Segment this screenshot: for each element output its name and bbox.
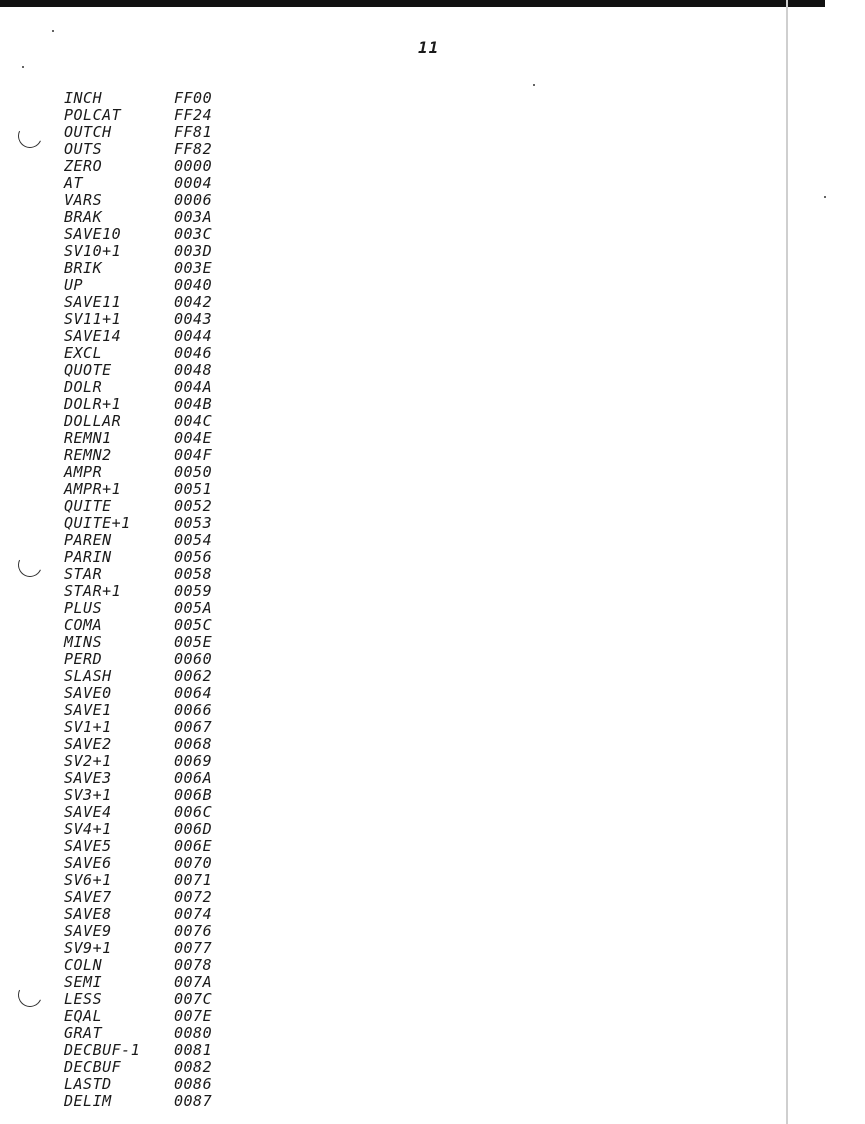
symbol-address: 0046: [174, 344, 213, 362]
symbol-name: SV4+1: [64, 820, 112, 838]
symbol-name: PAREN: [64, 531, 112, 549]
symbol-address: 0070: [174, 854, 213, 872]
symbol-name: LASTD: [64, 1075, 112, 1093]
symbol-name: BRIK: [64, 259, 103, 277]
symbol-address: 003C: [174, 225, 213, 243]
symbol-address: 005A: [174, 599, 213, 617]
symbol-name: OUTCH: [64, 123, 112, 141]
symbol-name: STAR+1: [64, 582, 122, 600]
symbol-name: PLUS: [64, 599, 103, 617]
symbol-name: VARS: [64, 191, 103, 209]
symbol-address: 0043: [174, 310, 213, 328]
binder-hole-mark: [15, 121, 46, 152]
binder-hole-mark: [15, 550, 46, 581]
symbol-address: 0042: [174, 293, 213, 311]
symbol-address: FF81: [174, 123, 213, 141]
symbol-address: 0087: [174, 1092, 213, 1110]
symbol-name: SAVE10: [64, 225, 122, 243]
symbol-name: SAVE7: [64, 888, 112, 906]
symbol-name: SV6+1: [64, 871, 112, 889]
scan-speck: [22, 66, 24, 68]
symbol-address: 006C: [174, 803, 213, 821]
symbol-name: SV11+1: [64, 310, 122, 328]
symbol-name: DECBUF-1: [64, 1041, 141, 1059]
symbol-name: PARIN: [64, 548, 112, 566]
symbol-address: 0056: [174, 548, 213, 566]
symbol-address: 0062: [174, 667, 213, 685]
symbol-address: 0069: [174, 752, 213, 770]
symbol-address: 004E: [174, 429, 213, 447]
symbol-name: COMA: [64, 616, 103, 634]
symbol-name: SAVE1: [64, 701, 112, 719]
symbol-name: SAVE8: [64, 905, 112, 923]
symbol-name: QUITE+1: [64, 514, 131, 532]
symbol-address: 006A: [174, 769, 213, 787]
symbol-address: 004C: [174, 412, 213, 430]
symbol-name: DOLR+1: [64, 395, 122, 413]
symbol-address: 0082: [174, 1058, 213, 1076]
symbol-address: 003D: [174, 242, 213, 260]
scan-speck: [533, 84, 535, 86]
symbol-address: 0072: [174, 888, 213, 906]
symbol-address: 0051: [174, 480, 213, 498]
page-edge-line: [786, 0, 788, 1124]
symbol-name: QUITE: [64, 497, 112, 515]
symbol-name: GRAT: [64, 1024, 103, 1042]
symbol-name: STAR: [64, 565, 103, 583]
symbol-address: 0048: [174, 361, 213, 379]
symbol-address: 0080: [174, 1024, 213, 1042]
symbol-name: SAVE3: [64, 769, 112, 787]
symbol-name: QUOTE: [64, 361, 112, 379]
symbol-address: 0086: [174, 1075, 213, 1093]
symbol-name: REMN1: [64, 429, 112, 447]
symbol-name: INCH: [64, 89, 103, 107]
symbol-address: 0058: [174, 565, 213, 583]
top-border-bar: [0, 0, 825, 7]
symbol-name: POLCAT: [64, 106, 122, 124]
symbol-address: 0054: [174, 531, 213, 549]
page-number: 11: [418, 38, 440, 57]
symbol-name: DOLR: [64, 378, 103, 396]
symbol-address: 0006: [174, 191, 213, 209]
symbol-address: 0044: [174, 327, 213, 345]
symbol-address: 006D: [174, 820, 213, 838]
symbol-address: 0000: [174, 157, 213, 175]
scan-speck: [824, 196, 826, 198]
symbol-address: 0052: [174, 497, 213, 515]
symbol-name: SAVE9: [64, 922, 112, 940]
symbol-address: 0068: [174, 735, 213, 753]
symbol-name: SLASH: [64, 667, 112, 685]
symbol-name: EXCL: [64, 344, 103, 362]
symbol-address: 0050: [174, 463, 213, 481]
symbol-address: 0064: [174, 684, 213, 702]
symbol-name: SV1+1: [64, 718, 112, 736]
symbol-address: FF82: [174, 140, 213, 158]
scan-speck: [52, 30, 54, 32]
symbol-name: REMN2: [64, 446, 112, 464]
symbol-address: 006B: [174, 786, 213, 804]
symbol-name: SAVE4: [64, 803, 112, 821]
symbol-name: SAVE6: [64, 854, 112, 872]
symbol-address: 0004: [174, 174, 213, 192]
symbol-address: 0060: [174, 650, 213, 668]
symbol-address: 004F: [174, 446, 213, 464]
symbol-address: 0059: [174, 582, 213, 600]
symbol-name: DOLLAR: [64, 412, 122, 430]
symbol-address: 0078: [174, 956, 213, 974]
symbol-address: 007E: [174, 1007, 213, 1025]
symbol-address: 006E: [174, 837, 213, 855]
symbol-name: AMPR+1: [64, 480, 122, 498]
symbol-name: SEMI: [64, 973, 103, 991]
symbol-name: DELIM: [64, 1092, 112, 1110]
symbol-address: 0077: [174, 939, 213, 957]
symbol-name: SAVE14: [64, 327, 122, 345]
symbol-name: AMPR: [64, 463, 103, 481]
symbol-name: SAVE11: [64, 293, 122, 311]
symbol-address: 007A: [174, 973, 213, 991]
symbol-name: UP: [64, 276, 84, 294]
symbol-address: 0071: [174, 871, 213, 889]
symbol-address: 0067: [174, 718, 213, 736]
symbol-address: 0066: [174, 701, 213, 719]
symbol-address: 005C: [174, 616, 213, 634]
symbol-address: 0076: [174, 922, 213, 940]
symbol-name: SV10+1: [64, 242, 122, 260]
symbol-name: PERD: [64, 650, 103, 668]
symbol-address: 0040: [174, 276, 213, 294]
symbol-name: BRAK: [64, 208, 103, 226]
symbol-address: 003E: [174, 259, 213, 277]
symbol-address: 0074: [174, 905, 213, 923]
binder-hole-mark: [15, 980, 46, 1011]
symbol-address: 005E: [174, 633, 213, 651]
symbol-name: SV9+1: [64, 939, 112, 957]
symbol-address: 003A: [174, 208, 213, 226]
symbol-name: AT: [64, 174, 84, 192]
symbol-address: 004B: [174, 395, 213, 413]
symbol-name: SAVE2: [64, 735, 112, 753]
symbol-address: 0053: [174, 514, 213, 532]
symbol-name: DECBUF: [64, 1058, 122, 1076]
symbol-address: 0081: [174, 1041, 213, 1059]
symbol-address: FF00: [174, 89, 213, 107]
symbol-address: 004A: [174, 378, 213, 396]
symbol-name: LESS: [64, 990, 103, 1008]
symbol-name: SV2+1: [64, 752, 112, 770]
symbol-name: ZERO: [64, 157, 103, 175]
symbol-name: MINS: [64, 633, 103, 651]
symbol-name: SV3+1: [64, 786, 112, 804]
symbol-name: EQAL: [64, 1007, 103, 1025]
symbol-name: SAVE0: [64, 684, 112, 702]
symbol-name: OUTS: [64, 140, 103, 158]
symbol-name: SAVE5: [64, 837, 112, 855]
symbol-address: FF24: [174, 106, 213, 124]
symbol-address: 007C: [174, 990, 213, 1008]
symbol-name: COLN: [64, 956, 103, 974]
